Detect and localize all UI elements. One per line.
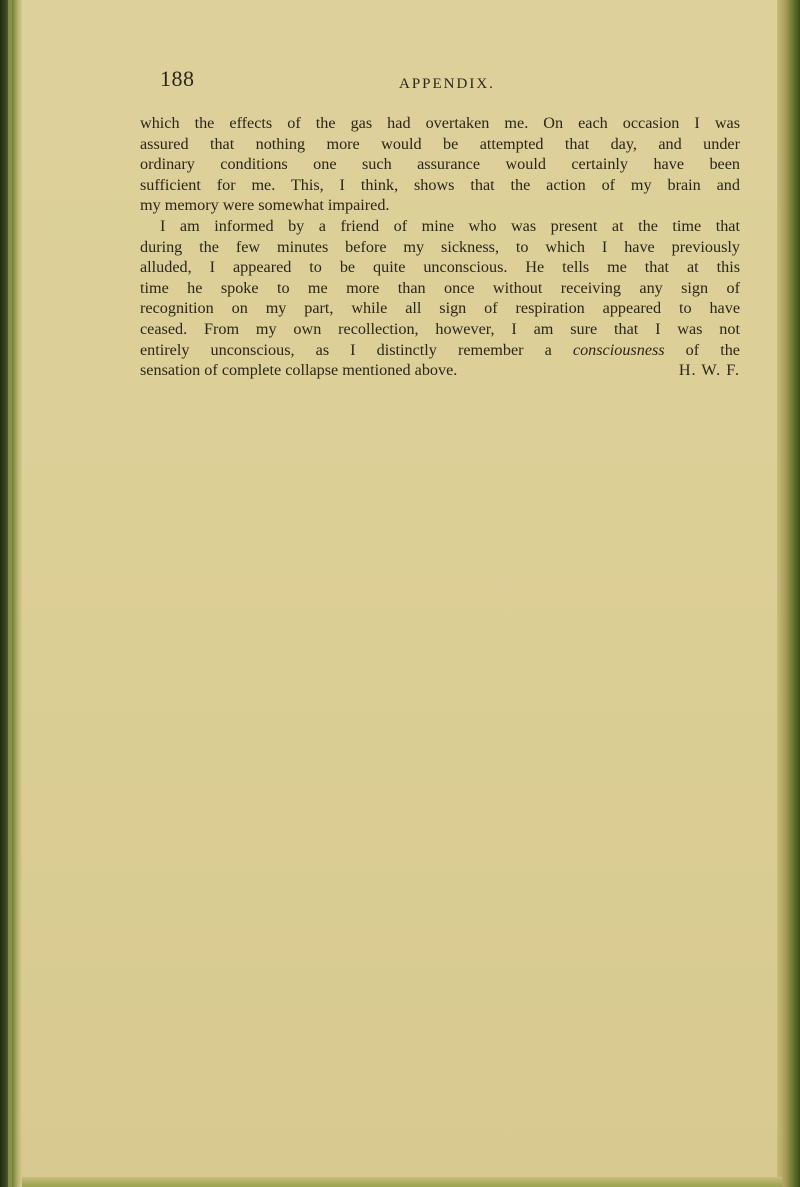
text-line: which the effects of the gas had overtaken me. On each occasion I was bbox=[140, 114, 740, 132]
text-line bbox=[140, 340, 740, 361]
text-line: sufficient for me. This, I think, shows that the action of my brain and bbox=[140, 175, 740, 194]
text-fragment: of the bbox=[664, 340, 740, 359]
page-edge-right bbox=[777, 0, 800, 1187]
text-line: recognition on my part, while all sign of respiration appeared to have bbox=[140, 299, 740, 318]
page-edge-bottom bbox=[22, 1177, 782, 1187]
text-line: I am informed by a friend of mine who was present at the time that bbox=[160, 216, 740, 235]
body-text bbox=[140, 113, 740, 381]
text-fragment: entirely unconscious, as I distinctly remember a bbox=[140, 340, 573, 359]
page-number: 188 bbox=[160, 66, 195, 91]
text-fragment: sensation of complete collapse mentioned above. bbox=[140, 361, 458, 380]
text-line-final bbox=[140, 360, 740, 381]
author-initials: H. W. F. bbox=[678, 361, 740, 380]
text-line: my memory were somewhat impaired. bbox=[140, 196, 390, 215]
text-line: assured that nothing more would be attempted that day, and under bbox=[140, 134, 740, 153]
text-line: ordinary conditions one such assurance would certainly have been bbox=[140, 155, 740, 174]
text-line: ceased. From my own recollection, however, I am sure that I was not bbox=[140, 319, 740, 338]
running-head: APPENDIX. bbox=[399, 76, 495, 92]
text-line: time he spoke to me more than once without receiving any sign of bbox=[140, 278, 740, 297]
italic-word: consciousness bbox=[572, 340, 665, 359]
text-line: alluded, I appeared to be quite unconscious. He tells me that at this bbox=[140, 258, 740, 277]
text-line: during the few minutes before my sickness, to which I have previously bbox=[140, 237, 740, 256]
binding-stitch-line bbox=[8, 0, 12, 1187]
